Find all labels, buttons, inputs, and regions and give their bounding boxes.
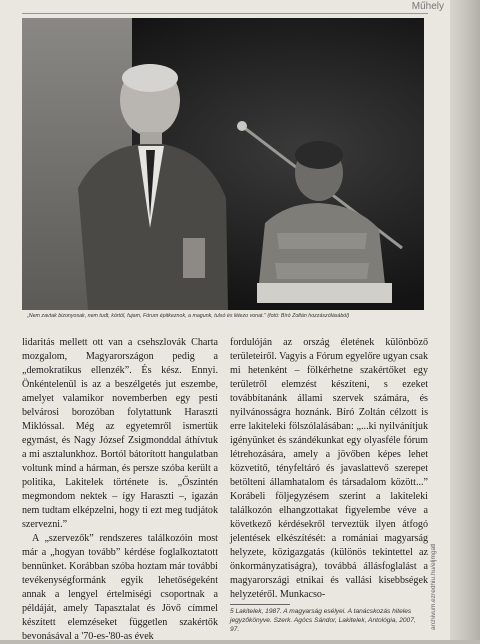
- footnote-rule: [230, 604, 290, 605]
- paragraph: fordulóján az ország életének különböző területeiről. Vagyis a Fórum egyelőre ugyan csak mi hetenként – fölkérhetne szakértőket egy területről elemzést készíteni, s ezeket továbbítanánk állami szervek számára, és nyilvánosságra hoznánk. Bíró Zoltán célzott is erre lakiteleki fölszólalásában: „...ki nyilvánítjuk igényünket és szándékunkat egy olyasféle fórum létrehozására, amely a jövőben képes lehet közvetítő, tényfeltáró és javaslattevő szerepet betölteni államhatalom és társadalom között...” Korábeli följegyzésem szerint a lakiteleki találkozón elhangzottakat figyelembe véve a következő kérdésekről terveztük ilyen átfogó jelentések elkészítését: a romániai magyarság helyzete, közigazgatás (különös tekintettel az önkormányzatiságra), továbbá állásfoglalást a magyarországi etnikai és vallási kisebbségek helyzetéről. Munkacso-: [230, 337, 428, 600]
- sidebar-url: archivum.ezredhiu.hu/eljmgatl: [430, 543, 437, 630]
- footnote: 5 Lakitelek, 1987. A magyarság esélyei. A tanácskozás hiteles jegyzőkönyve. Szerk. Agócs Sándor, Lakitelek, Antológia, 2007, 97.: [230, 608, 416, 633]
- photo-seated-man: [257, 133, 392, 303]
- photo: [22, 18, 424, 310]
- right-column: [230, 336, 428, 602]
- section-label: Műhely: [411, 1, 444, 12]
- photo-standing-man: [58, 48, 228, 310]
- paragraph: lidaritás mellett ott van a csehszlovák Charta mozgalom, Magyarországon pedig a „demokratikus ellenzék”. És kész. Ennyi. Önkéntelenül is az a beszélgetés jut eszembe, amelyet valamikor novemberben egy pesti belvárosi borozóban folytattunk Haraszti Miklóssal. Még az egyetemről ismertük egymást, és Nagy József Zsigmonddal áthívtuk a mi asztalunkhoz. Bortól bátorított hangulatban voltunk mind a hárman, és persze szóba került a politika, Lakitelek története is. „Őszintén megmondom nektek – így Haraszti –, igazán nem tudtam elképzelni, hogy ti ezt meg tudjátok szervezni.”: [22, 337, 218, 530]
- left-column: [22, 336, 218, 644]
- photo-caption: „Nem zavtak bizonyosak, nem tudt, kórtól, fujam, Fórum épitkeznok, a magunk, tulsó és létezo vonat." (fotó: Bíró Zoltán hozzászólásából): [27, 313, 350, 319]
- header-rule: [22, 13, 428, 14]
- book-spine: [450, 0, 480, 640]
- paragraph: A „szervezők” rendszeres találkozóin most már a „hogyan tovább” kérdése foglalkoztatott bennünket. Korábban szóba hoztam már további tevékenységformánk egyik lehetőségeként annak a lengyel értelmiségi csoportnak a példáját, amely Tapasztalat és Jövő címmel készített elemzéseket független szakértők bevonásával a '70-es-'80-as évek: [22, 533, 218, 642]
